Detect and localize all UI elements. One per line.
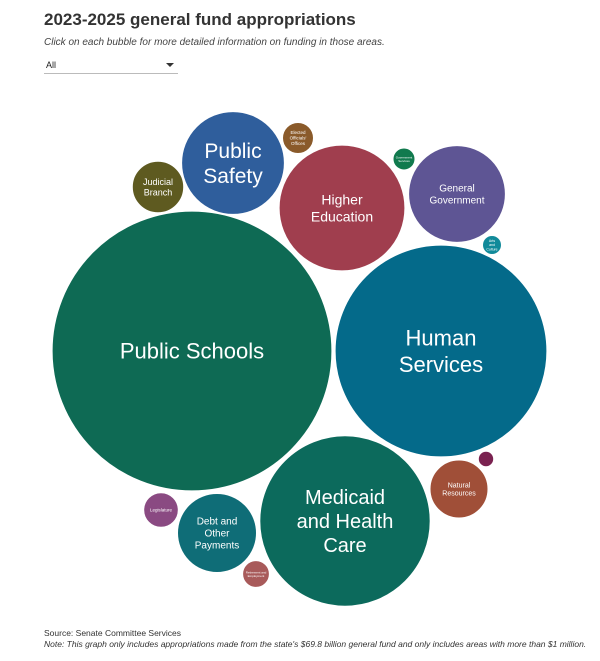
bubble-label-public-safety: Public Safety [203,139,263,188]
bubble-label-legislature: Legislature [149,507,173,513]
area-filter-value: All [46,60,57,70]
chevron-down-icon [166,63,174,67]
bubble-label-debt: Debt and Other Payments [194,516,240,552]
bubble-other-small[interactable] [478,451,493,466]
bubble-higher-ed[interactable] [279,145,405,271]
bubble-label-government-services: Government Services [395,155,413,163]
bubble-label-human-services: Human Services [398,325,484,377]
bubble-public-schools[interactable] [52,211,332,491]
chart-subtitle: Click on each bubble for more detailed information on funding in those areas. [44,37,385,48]
bubble-debt[interactable] [178,494,257,573]
bubble-public-safety[interactable] [182,112,285,215]
source-note: Source: Senate Committee Services [44,628,182,638]
bubble-natural-resources[interactable] [430,460,488,518]
bubble-circle-public-safety[interactable] [182,112,285,215]
bubble-arts-culture[interactable] [483,236,502,255]
area-filter-dropdown[interactable] [44,56,178,74]
bubble-label-elected-officials: Elected Officials' Offices [289,130,307,146]
bubble-retirement[interactable] [243,561,270,588]
bubble-label-higher-ed: Higher Education [310,191,374,225]
bubble-label-judicial: Judicial Branch [142,176,174,198]
bubble-human-services[interactable] [335,245,547,457]
bubble-medicaid[interactable] [260,436,430,606]
chart-title: 2023-2025 general fund appropriations [44,10,356,29]
bubble-label-natural-resources: Natural Resources [442,482,476,498]
bubble-label-medicaid: Medicaid and Health Care [296,487,394,557]
bubble-label-arts-culture: Arts and Culture [486,239,498,252]
bubble-government-services[interactable] [393,148,415,170]
bubble-elected-officials[interactable] [283,123,314,154]
bubble-legislature[interactable] [144,493,179,528]
bubble-chart [0,90,600,620]
bubble-label-public-schools: Public Schools [119,338,265,364]
bubble-circle-other-small[interactable] [478,451,493,466]
footnote: Note: This graph only includes appropriations made from the state's $69.8 billion general fund and only includes areas with more than $1 million. [44,639,587,649]
bubble-label-retirement: Retirement and Employment [245,570,267,578]
bubble-judicial[interactable] [132,161,183,212]
bubble-general-gov[interactable] [409,146,506,243]
bubble-label-general-gov: General Government [429,183,485,207]
